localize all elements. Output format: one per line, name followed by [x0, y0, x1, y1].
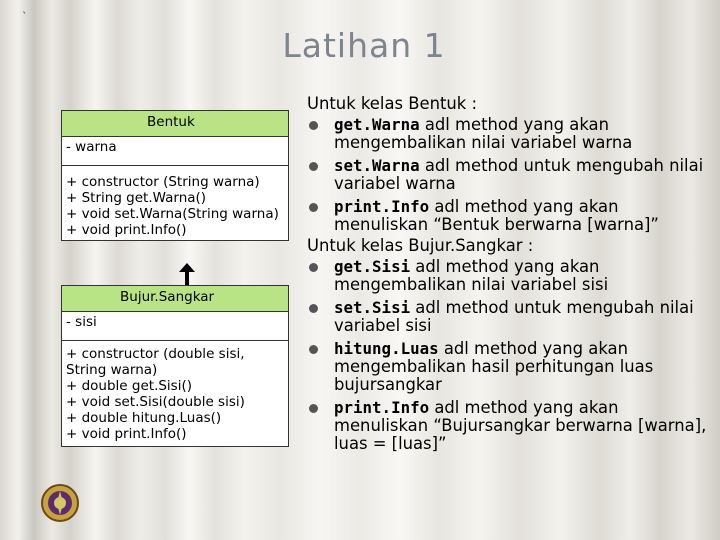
uml-class-name: Bentuk: [147, 114, 195, 130]
bullet-icon: [309, 345, 318, 354]
method-term: print.Info: [334, 398, 430, 417]
university-seal-icon: [40, 483, 80, 523]
bullet-icon: [309, 162, 318, 171]
method-desc: adl method yang akan mengembalikan nilai variabel warna: [334, 115, 633, 152]
uml-method: + void print.Info(): [66, 426, 187, 442]
uml-method: + double get.Sisi(): [66, 378, 193, 394]
list-item: [307, 399, 717, 453]
method-term: set.Sisi: [334, 298, 411, 317]
method-term: get.Sisi: [334, 257, 411, 276]
list-item: [307, 198, 717, 234]
method-term: get.Warna: [334, 115, 420, 134]
method-term: set.Warna: [334, 156, 420, 175]
uml-method: + void set.Warna(String warna): [66, 206, 279, 222]
uml-class-header: [62, 286, 288, 312]
uml-attributes: [62, 137, 288, 166]
corner-mark: `: [22, 10, 28, 23]
bullet-icon: [309, 121, 318, 130]
list-item: [307, 258, 717, 294]
uml-method: + constructor (String warna): [66, 174, 260, 190]
uml-method: + double hitung.Luas(): [66, 410, 222, 426]
uml-attribute: - sisi: [66, 314, 97, 330]
list-item: [307, 116, 717, 152]
uml-attributes: [62, 312, 288, 341]
method-term: hitung.Luas: [334, 339, 439, 358]
uml-method: + void set.Sisi(double sisi): [66, 394, 245, 410]
uml-class-header: [62, 111, 288, 137]
notes-column: [307, 95, 717, 458]
page-title: Latihan 1: [282, 26, 446, 65]
bullet-icon: [309, 304, 318, 313]
method-term: print.Info: [334, 197, 430, 216]
uml-class-bentuk: [61, 110, 289, 241]
method-desc: adl method yang akan menuliskan “Bujursangkar berwarna [warna], luas = [luas]”: [334, 398, 707, 453]
list-item: [307, 299, 717, 335]
method-desc: adl method untuk mengubah nilai variabel sisi: [334, 298, 694, 335]
uml-methods: [62, 166, 288, 240]
bullet-icon: [309, 263, 318, 272]
method-desc: adl method untuk mengubah nilai variabel warna: [334, 156, 704, 193]
bullet-icon: [309, 203, 318, 212]
uml-method: String warna): [66, 362, 158, 378]
list-item: [307, 157, 717, 193]
method-desc: adl method yang akan menuliskan “Bentuk berwarna [warna]”: [334, 197, 659, 234]
bentuk-heading: Untuk kelas Bentuk :: [307, 94, 477, 113]
uml-attribute: - warna: [66, 139, 117, 155]
list-item: [307, 340, 717, 394]
bujursangkar-heading: Untuk kelas Bujur.Sangkar :: [307, 236, 534, 255]
bullet-icon: [309, 404, 318, 413]
uml-class-name: Bujur.Sangkar: [120, 289, 215, 305]
uml-method: + constructor (double sisi,: [66, 346, 245, 362]
inheritance-arrow: [172, 262, 202, 286]
uml-methods: [62, 341, 288, 446]
method-desc: adl method yang akan mengembalikan nilai variabel sisi: [334, 257, 609, 294]
uml-class-bujursangkar: [61, 285, 289, 447]
method-desc: adl method yang akan mengembalikan hasil perhitungan luas bujursangkar: [334, 339, 654, 394]
uml-method: + String get.Warna(): [66, 190, 207, 206]
uml-method: + void print.Info(): [66, 222, 187, 238]
